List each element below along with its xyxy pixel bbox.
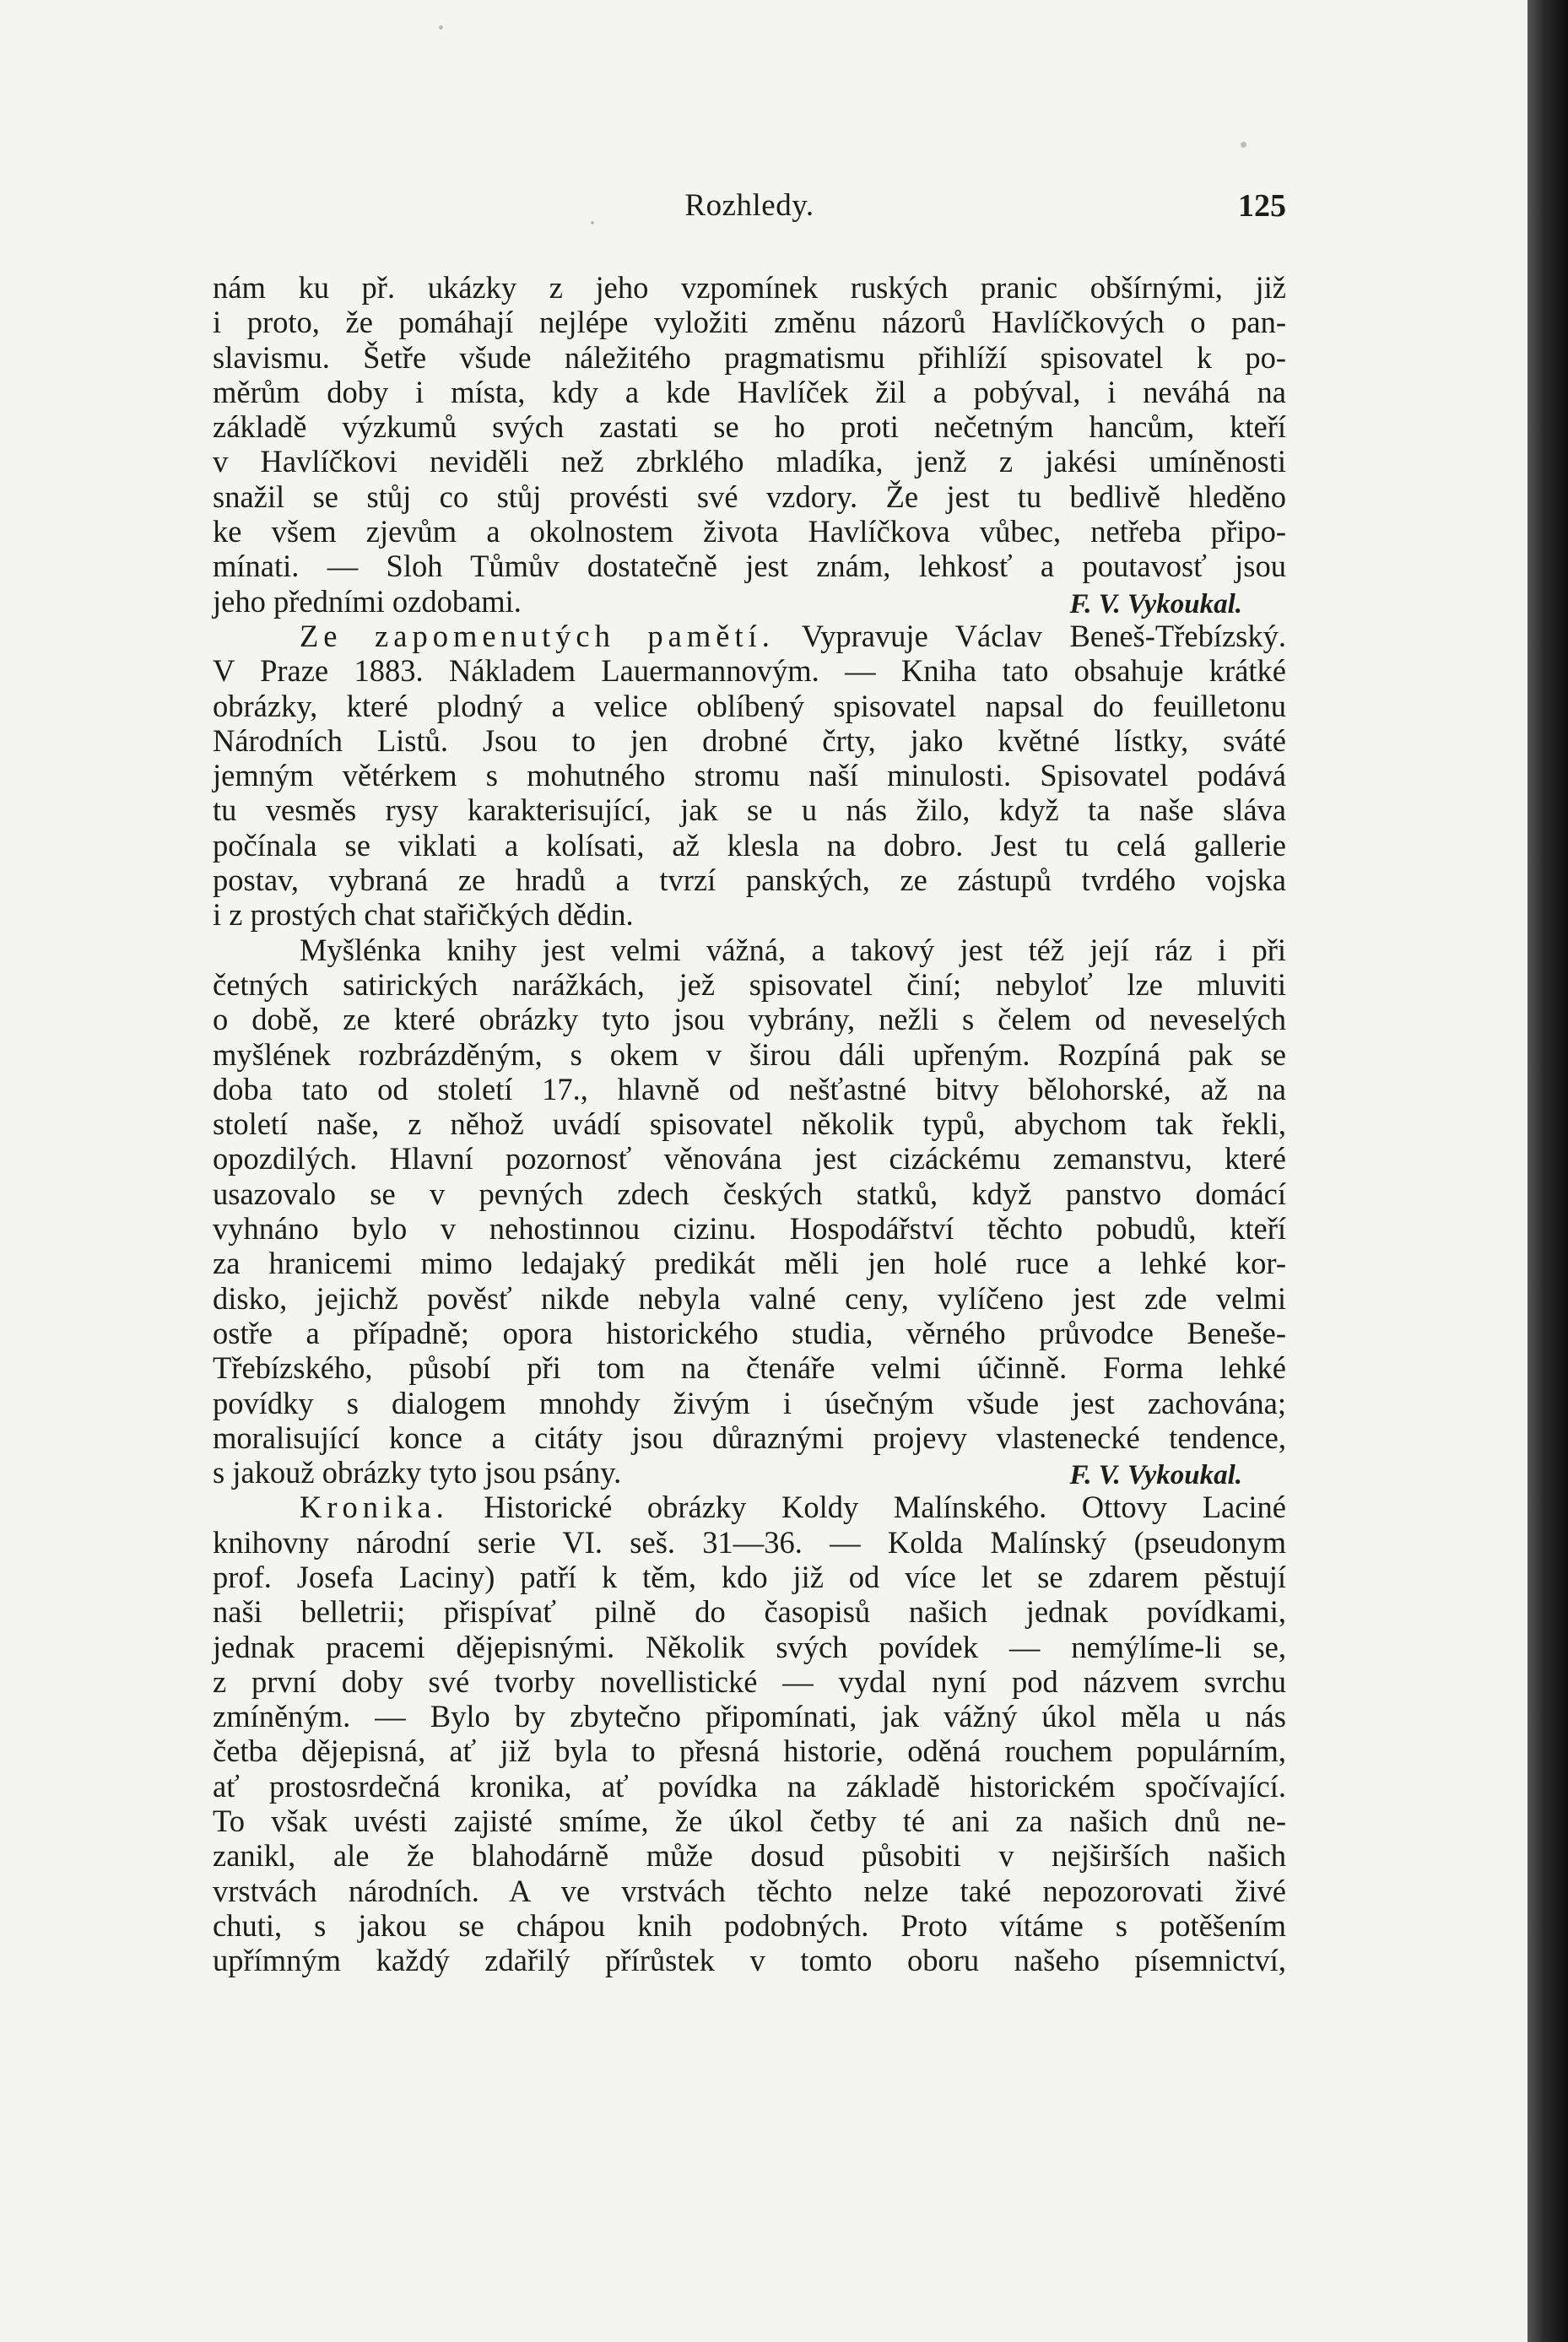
text-line: počínala se viklati a kolísati, až klesla na dobro. Jest tu celá gallerie: [213, 827, 1286, 863]
text-line: měrům doby i místa, kdy a kde Havlíček žil a pobýval, i neváhá na: [213, 374, 1286, 409]
text-line: nám ku př. ukázky z jeho vzpomínek ruských pranic obšírnými, již: [213, 270, 1286, 305]
text-line: četba dějepisná, ať již byla to přesná historie, oděná rouchem populárním,: [213, 1734, 1286, 1769]
text-line: To však uvésti zajisté smíme, že úkol četby té ani za našich dnů ne-: [213, 1804, 1286, 1839]
page-header: [213, 187, 1286, 238]
text-line: doba tato od století 17., hlavně od nešťastné bitvy bělohorské, až na: [213, 1071, 1286, 1106]
text-line: opozdilých. Hlavní pozornosť věnována jest cizáckému zemanstvu, které: [213, 1141, 1286, 1176]
review-3: [213, 1490, 1286, 1977]
text-line: Třebízského, působí při tom na čtenáře velmi účinně. Forma lehké: [213, 1350, 1286, 1386]
text-line: snažil se stůj co stůj provésti své vzdory. Že jest tu bedlivě hleděno: [213, 479, 1286, 514]
text-line: prof. Josefa Laciny) patří k těm, kdo již od více let se zdarem pěstují: [213, 1559, 1286, 1594]
book-details: Historické obrázky Koldy Malínského. Ottovy Laciné: [484, 1490, 1286, 1525]
text-line: [213, 1490, 1286, 1524]
text-line: obrázky, které plodný a velice oblíbený spisovatel napsal do feuilletonu: [213, 688, 1286, 723]
text-line: základě výzkumů svých zastati se ho proti nečetným hancům, kteří: [213, 409, 1286, 445]
page-number: 125: [1238, 188, 1286, 224]
text-line: vrstvách národních. A ve vrstvách těchto nelze také nepozorovati živé: [213, 1873, 1286, 1908]
text-line: ať prostosrdečná kronika, ať povídka na základě historickém spočívající.: [213, 1768, 1286, 1804]
review-1: [213, 270, 1286, 619]
text-line: upřímným každý zdařilý přírůstek v tomto oboru našeho písemnictví,: [213, 1943, 1286, 1978]
text-line: usazovalo se v pevných zdech českých statků, když panstvo domácí: [213, 1176, 1286, 1211]
reviewer-signature: F. V. Vykoukal.: [1069, 1460, 1242, 1491]
running-head: Rozhledy.: [684, 188, 814, 223]
text-line: ostře a případně; opora historického studia, věrného průvodce Beneše-: [213, 1315, 1286, 1350]
text-line: [213, 584, 1286, 619]
review-2: [213, 619, 1286, 1490]
text-line: i proto, že pomáhají nejlépe vyložiti změnu názorů Havlíčkových o pan-: [213, 305, 1286, 340]
text-line: naši belletrii; přispívať pilně do časopisů našich jednak povídkami,: [213, 1594, 1286, 1630]
text-line: století naše, z něhož uvádí spisovatel několik typů, abychom tak řekli,: [213, 1106, 1286, 1142]
book-edge-shadow: [1527, 0, 1568, 2342]
book-details: Vypravuje Václav Beneš-Třebízský.: [801, 618, 1286, 653]
speck-mark: [439, 25, 443, 30]
text-line: slavismu. Šetře všude náležitého pragmatismu přihlíží spisovatel k po-: [213, 339, 1286, 375]
text-line: zmíněným. — Bylo by zbytečno připomínati, jak vážný úkol měla u nás: [213, 1699, 1286, 1734]
text-line: jednak pracemi dějepisnými. Několik svých povídek — nemýlíme-li se,: [213, 1629, 1286, 1664]
text-line: postav, vybraná ze hradů a tvrzí panských, ze zástupů tvrdého vojska: [213, 863, 1286, 898]
text-line: z první doby své tvorby novellistické — vydal nyní pod názvem svrchu: [213, 1663, 1286, 1699]
text-line: disko, jejichž pověsť nikde nebyla valné ceny, vylíčeno jest zde velmi: [213, 1280, 1286, 1316]
text-line: zanikl, ale že blahodárně může dosud působiti v nejširších našich: [213, 1838, 1286, 1874]
text-line: tu vesměs rysy karakterisující, jak se u nás žilo, když ta naše sláva: [213, 792, 1286, 828]
text-line: Národních Listů. Jsou to jen drobné črty, jako květné lístky, sváté: [213, 722, 1286, 758]
text-line: mínati. — Sloh Tůmův dostatečně jest znám, lehkosť a poutavosť jsou: [213, 549, 1286, 584]
text-line: četných satirických narážkách, jež spisovatel činí; nebyloť lze mluviti: [213, 966, 1286, 1002]
text-line: myšlének rozbrázděným, s okem v širou dáli upřeným. Rozpíná pak se: [213, 1036, 1286, 1072]
speck-mark: [1241, 142, 1246, 148]
body-text: [213, 270, 1286, 1978]
text-line: i z prostých chat stařičkých dědin.: [213, 897, 634, 933]
text-line: povídky s dialogem mnohdy živým i úsečným všude jest zachována;: [213, 1385, 1286, 1420]
book-title: Ze zapomenutých pamětí.: [300, 618, 775, 653]
text-line: V Praze 1883. Nákladem Lauermannovým. — Kniha tato obsahuje krátké: [213, 653, 1286, 689]
text-line: [213, 1455, 1286, 1490]
text-line: knihovny národní serie VI. seš. 31—36. — Kolda Malínský (pseudonym: [213, 1524, 1286, 1560]
text-line: moralisující konce a citáty jsou důraznými projevy vlastenecké tendence,: [213, 1420, 1286, 1455]
reviewer-signature: F. V. Vykoukal.: [1069, 588, 1242, 619]
text-line: [213, 619, 1286, 653]
paragraph-end: s jakouž obrázky tyto jsou psány.: [213, 1455, 622, 1490]
text-line: vyhnáno bylo v nehostinnou cizinu. Hospodářství těchto pobudů, kteří: [213, 1211, 1286, 1247]
text-line: Myšlénka knihy jest velmi vážná, a takový jest též její ráz i při: [300, 932, 1286, 967]
text-line: jemným větérkem s mohutného stromu naší minulosti. Spisovatel podává: [213, 758, 1286, 793]
text-line: v Havlíčkovi neviděli než zbrklého mladíka, jenž z jakési umíněnosti: [213, 444, 1286, 479]
paragraph-end: jeho předními ozdobami.: [213, 583, 522, 619]
book-title: Kronika.: [300, 1490, 449, 1525]
text-line: o době, ze které obrázky tyto jsou vybrány, nežli s čelem od neveselých: [213, 1002, 1286, 1037]
text-line: za hranicemi mimo ledajaký predikát měli jen holé ruce a lehké kor-: [213, 1246, 1286, 1281]
text-line: ke všem zjevům a okolnostem života Havlíčkova vůbec, netřeba připo-: [213, 514, 1286, 549]
text-line: chuti, s jakou se chápou knih podobných. Proto vítáme s potěšením: [213, 1907, 1286, 1943]
